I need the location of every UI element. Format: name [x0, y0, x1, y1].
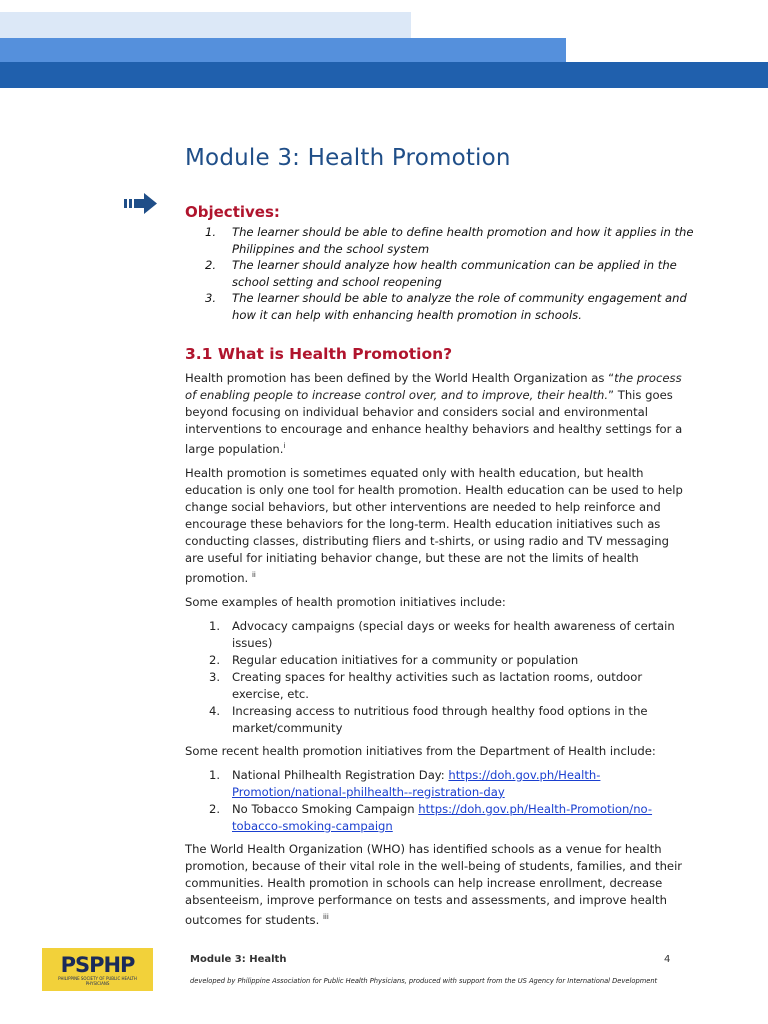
list-item: 2. No Tobacco Smoking Campaign https://doh.gov.ph/Health-Promotion/no-tobacco-smoking-campaign — [209, 801, 653, 833]
doh-list — [185, 767, 685, 835]
footnote-ref[interactable]: iii — [322, 912, 329, 921]
paragraph-education: Health promotion is sometimes equated only with health education, but health education is only one tool for health promotion. Health education can be used to help change social behaviors, but other interventions are needed to help reinforce and encourage these behaviors for the long-term. Health education initiatives such as conducting classes, distributing fliers and t-shirts, or using radio and TV messaging are useful for initiating behavior change, but these are not the limits of health promotion. $^{ii}$ — [185, 465, 683, 585]
header-band-light — [0, 12, 411, 38]
paragraph-examples-intro: Some examples of health promotion initiatives include: — [185, 594, 506, 609]
list-item: 3. Creating spaces for healthy activities such as lactation rooms, outdoor exercise, etc. — [209, 669, 643, 701]
footnote-ref[interactable]: ii — [251, 570, 256, 579]
paragraph-doh-intro: Some recent health promotion initiatives from the Department of Health include: — [185, 743, 656, 758]
list-item: 1. The learner should be able to define health promotion and how it applies in the Philippines and the school system — [205, 225, 694, 256]
tobacco-campaign-link[interactable]: https://doh.gov.ph/Health-Promotion/no-tobacco-smoking-campaign — [232, 801, 653, 833]
list-item: 1. National Philhealth Registration Day: https://doh.gov.ph/Health-Promotion/national-philhealth--registration-day — [209, 767, 601, 799]
footer-page-number: 4 — [664, 954, 671, 965]
footer-credit: developed by Philippine Association for Public Health Physicians, produced with support from the US Agency for International Development — [190, 977, 658, 985]
list-item: 4. Increasing access to nutritious food through healthy food options in the market/community — [209, 703, 648, 735]
section-body — [185, 370, 685, 936]
header-band-mid — [0, 38, 566, 62]
examples-list — [185, 618, 685, 737]
arrow-right-icon — [122, 190, 160, 218]
objectives-heading: Objectives: — [185, 203, 280, 221]
list-item: 3. The learner should be able to analyze the role of community engagement and how it can help with enhancing health promotion in schools. — [205, 291, 687, 322]
list-item: 2. Regular education initiatives for a community or population — [209, 652, 579, 667]
objectives-list — [205, 224, 705, 324]
footnote-ref[interactable]: i — [283, 442, 286, 450]
philhealth-link[interactable]: https://doh.gov.ph/Health-Promotion/national-philhealth--registration-day — [232, 767, 601, 799]
list-item: 2. The learner should analyze how health communication can be applied in the school setting and school reopening — [205, 258, 677, 289]
paragraph-schools: The World Health Organization (WHO) has identified schools as a venue for health promotion, because of their vital role in the well-being of students, families, and their communities. Health promotion in schools can help increase enrollment, decrease absenteeism, improve performance on tests and assessments, and improve health outcomes for students. $^{iii}$ — [185, 841, 683, 927]
section-heading: 3.1 What is Health Promotion? — [185, 345, 453, 363]
psphp-logo: PSPHP PHILIPPINE SOCIETY OF PUBLIC HEALTH PHYSICIANS — [42, 948, 153, 991]
footer-module-label: Module 3: Health — [190, 954, 287, 965]
paragraph-definition: Health promotion has been defined by the World Health Organization as “the process of enabling people to increase control over, and to improve, their health.” This goes beyond focusing on individual behavior and considers social and environmental interventions to encourage and enhance healthy behaviors and healthy settings for a large population.$^i$ — [185, 371, 683, 456]
list-item: 1. Advocacy campaigns (special days or weeks for health awareness of certain issues) — [209, 618, 675, 650]
page-title: Module 3: Health Promotion — [185, 145, 511, 171]
header-band-dark — [0, 62, 768, 88]
